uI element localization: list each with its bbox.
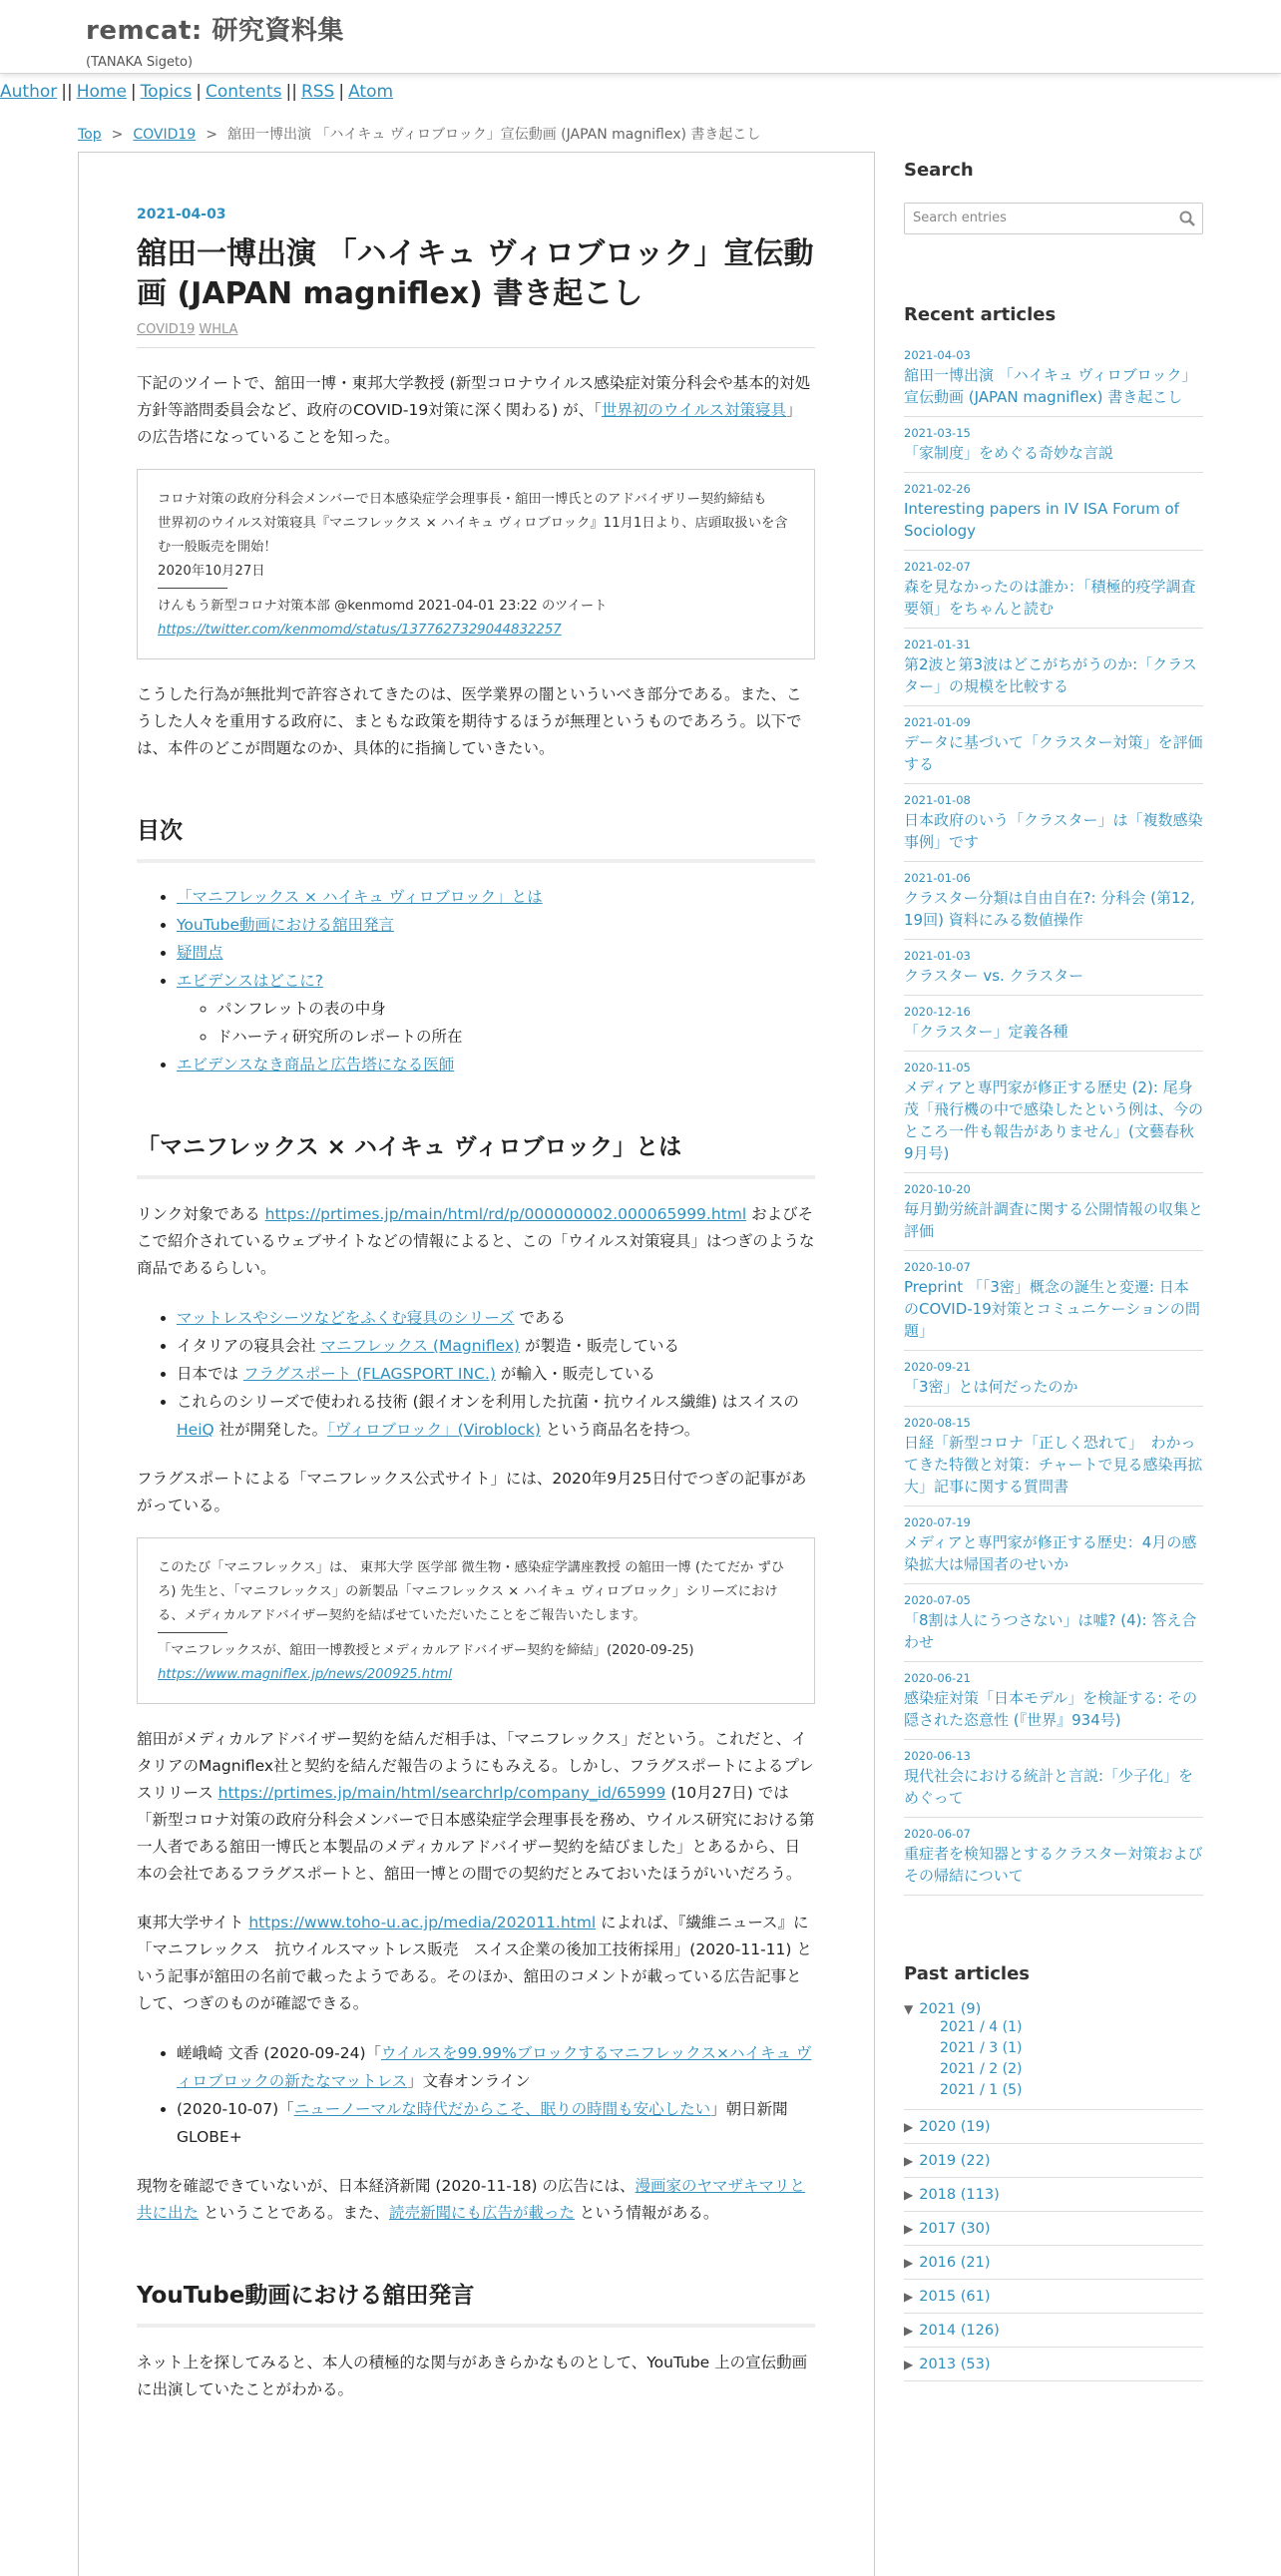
paragraph: リンク対象である https://prtimes.jp/main/html/rd/p/000000002.000065999.html およびそこで紹介されているウェブサイトなどの情報によると、この「ウイルス対策寝具」はつぎのような商品であるらしい。 bbox=[137, 1205, 815, 1277]
list-link[interactable]: フラグスポート (FLAGSPORT INC.) bbox=[242, 1365, 496, 1383]
quote-text: このたび「マニフレックス」は、 東邦大学 医学部 微生物・感染症学講座教授 の舘田一博 (たてだか ずひろ) 先生と、「マニフレックス」の新製品「マニフレックス × ハイキュ ヴィロブロック」シリーズにおける、メディカルアドバイザー契約を結ばせていただいたことをご報告いたします。 bbox=[158, 1560, 785, 1623]
quote-line: 世界初のウイルス対策寝具『マニフレックス × ハイキュ ヴィロブロック』11月1日より、店頭取扱いを含む一般販売を開始！ bbox=[158, 516, 788, 555]
past-year-label: 2019 (22) bbox=[919, 2153, 991, 2169]
recent-article-date: 2021-01-08 bbox=[904, 793, 971, 807]
section-heading: 「マニフレックス × ハイキュ ヴィロブロック」とは bbox=[137, 1128, 815, 1179]
list-link[interactable]: マットレスやシーツなどをふくむ寝具のシリーズ bbox=[177, 1309, 515, 1327]
recent-article-date: 2020-12-16 bbox=[904, 1005, 971, 1019]
past-year-item[interactable] bbox=[904, 2178, 1203, 2212]
recent-article-item[interactable] bbox=[904, 551, 1203, 629]
past-month[interactable]: 2021 / 4 (1) bbox=[940, 2019, 1023, 2035]
recent-article-title[interactable]: データに基づいて「クラスター対策」を評価する bbox=[904, 733, 1203, 773]
breadcrumb-current: 舘田一博出演 「ハイキュ ヴィロブロック」宣伝動画 (JAPAN magniflex) 書き起こし bbox=[226, 127, 761, 143]
list-item: • マットレスやシーツなどをふくむ寝具のシリーズ である bbox=[177, 1304, 815, 1332]
recent-article-title[interactable]: 第2波と第3波はどこがちがうのか:「クラスター」の規模を比較する bbox=[904, 655, 1197, 695]
caret-right-icon: ▶ bbox=[904, 2154, 914, 2168]
press-release-link[interactable]: https://prtimes.jp/main/html/searchrlp/company_id/65999 bbox=[217, 1784, 666, 1802]
toc-item bbox=[177, 1051, 815, 1078]
post-date: 2021-04-03 bbox=[137, 207, 226, 222]
section-heading: YouTube動画における舘田発言 bbox=[137, 2277, 815, 2328]
inline-link[interactable]: 漫画家のヤマザキマリと共に出た bbox=[137, 2177, 806, 2222]
recent-article-item[interactable] bbox=[904, 996, 1203, 1052]
recent-article-title[interactable]: クラスター分類は自由自在?: 分科会 (第12, 19回) 資料にみる数値操作 bbox=[904, 889, 1195, 929]
list-item: • これらのシリーズで使われる技術 (銀イオンを利用した抗菌・抗ウイルス繊維) はスイスの HeiQ 社が開発した。「ヴィロブロック」(Viroblock) という商品名を持つ。 bbox=[177, 1388, 815, 1444]
nav-home[interactable]: Home bbox=[76, 82, 127, 102]
nav-author[interactable]: Author bbox=[0, 82, 58, 102]
recent-article-item[interactable] bbox=[904, 1351, 1203, 1407]
recent-article-title[interactable]: 「家制度」をめぐる奇妙な言説 bbox=[904, 444, 1114, 462]
caret-right-icon: ▶ bbox=[904, 2120, 914, 2134]
recent-article-item[interactable] bbox=[904, 862, 1203, 940]
recent-article-date: 2020-09-21 bbox=[904, 1360, 971, 1374]
recent-article-title[interactable]: 「8割は人にうつさない」は嘘? (4): 答え合わせ bbox=[904, 1611, 1197, 1651]
recent-article-item[interactable] bbox=[904, 1173, 1203, 1251]
past-year-item[interactable] bbox=[904, 2110, 1203, 2144]
intro-link[interactable]: 世界初のウイルス対策寝具 bbox=[601, 401, 786, 419]
past-year-open[interactable]: ▼ 2021 (9) 2021 / 4 (1) 2021 / 3 (1) 2021 / 2 (2) 2021 / 1 (5) bbox=[904, 1992, 1203, 2110]
past-year-item[interactable] bbox=[904, 2314, 1203, 2348]
recent-article-date: 2020-07-05 bbox=[904, 1593, 971, 1607]
toc-list bbox=[137, 883, 815, 1078]
recent-article-title[interactable]: 「クラスター」定義各種 bbox=[904, 1023, 1068, 1041]
toc-item bbox=[177, 883, 815, 911]
caret-right-icon: ▶ bbox=[904, 2324, 914, 2338]
caret-right-icon: ▶ bbox=[904, 2256, 914, 2270]
past-month[interactable]: 2021 / 3 (1) bbox=[940, 2040, 1023, 2056]
quote-divider bbox=[158, 588, 227, 589]
ad-articles-list bbox=[137, 2039, 815, 2151]
paragraph: ネット上を探してみると、本人の積極的な関与があきらかなものとして、YouTube 上の宣伝動画に出演していたことがわかる。 bbox=[137, 2354, 808, 2398]
recent-article-item[interactable] bbox=[904, 339, 1203, 417]
past-year-label: 2013 (53) bbox=[919, 2357, 991, 2372]
toc-link[interactable]: YouTube動画における舘田発言 bbox=[177, 916, 395, 934]
past-year-item[interactable] bbox=[904, 2212, 1203, 2246]
toc-link[interactable]: エビデンスなき商品と広告塔になる医師 bbox=[177, 1056, 455, 1073]
category-link[interactable]: COVID19 bbox=[137, 322, 196, 337]
recent-article-title[interactable]: Interesting papers in IV ISA Forum of Sociology bbox=[904, 500, 1179, 540]
nav-topics[interactable]: Topics bbox=[140, 82, 193, 102]
list-link[interactable]: HeiQ bbox=[177, 1421, 214, 1439]
recent-article-date: 2020-11-05 bbox=[904, 1061, 971, 1074]
past-year-label: 2015 (61) bbox=[919, 2289, 991, 2305]
post-categories bbox=[137, 322, 815, 348]
quote-line: 2020年10月27日 bbox=[158, 564, 265, 579]
recent-article-item[interactable] bbox=[904, 940, 1203, 996]
recent-article-title[interactable]: メディアと専門家が修正する歴史 (2): 尾身茂「飛行機の中で感染したという例は、今のところ一件も報告がありません」(文藝春秋9月号) bbox=[904, 1078, 1204, 1162]
quote-source: 「マニフレックスが、舘田一博教授とメディカルアドバイザー契約を締結」(2020-09-25) bbox=[158, 1643, 694, 1658]
recent-article-item[interactable] bbox=[904, 1052, 1203, 1173]
list-link[interactable]: マニフレックス (Magniflex) bbox=[320, 1337, 521, 1355]
breadcrumb-category[interactable]: COVID19 bbox=[133, 127, 197, 143]
recent-article-title[interactable]: 重症者を検知器とするクラスター対策およびその帰結について bbox=[904, 1845, 1203, 1885]
paragraph: フラグスポートによる「マニフレックス公式サイト」には、2020年9月25日付でつぎの記事があがっている。 bbox=[137, 1470, 807, 1514]
past-month[interactable]: 2021 / 2 (2) bbox=[940, 2061, 1023, 2077]
recent-article-item[interactable] bbox=[904, 784, 1203, 862]
toho-link[interactable]: https://www.toho-u.ac.jp/media/202011.html bbox=[248, 1914, 597, 1932]
nav-contents[interactable]: Contents bbox=[206, 82, 282, 102]
recent-article-title[interactable]: 舘田一博出演 「ハイキュ ヴィロブロック」宣伝動画 (JAPAN magniflex) 書き起こし bbox=[904, 366, 1197, 406]
search-input[interactable] bbox=[904, 203, 1203, 234]
recent-article-date: 2021-01-31 bbox=[904, 638, 971, 651]
past-year-item[interactable] bbox=[904, 2246, 1203, 2280]
recent-article-date: 2020-06-13 bbox=[904, 1749, 971, 1763]
recent-heading: Recent articles bbox=[904, 304, 1057, 325]
news-quote bbox=[137, 1537, 815, 1704]
recent-article-item[interactable] bbox=[904, 1506, 1203, 1584]
recent-article-title[interactable]: クラスター vs. クラスター bbox=[904, 967, 1084, 985]
quote-url[interactable]: https://www.magniflex.jp/news/200925.html bbox=[158, 1667, 452, 1682]
inline-link[interactable]: 読売新聞にも広告が載った bbox=[388, 2204, 575, 2222]
recent-article-title[interactable]: 日本政府のいう「クラスター」は「複数感染事例」です bbox=[904, 811, 1203, 851]
list-item: • イタリアの寝具会社 マニフレックス (Magniflex) が製造・販売している bbox=[177, 1332, 815, 1360]
recent-article-item[interactable] bbox=[904, 1740, 1203, 1818]
caret-right-icon: ▶ bbox=[904, 2290, 914, 2304]
past-year-label: 2016 (21) bbox=[919, 2255, 991, 2271]
recent-article-title[interactable]: 毎月勤労統計調査に関する公開情報の収集と評価 bbox=[904, 1200, 1204, 1240]
past-year-item[interactable] bbox=[904, 2280, 1203, 2314]
toc-item bbox=[177, 911, 815, 939]
quote-source: けんもう新型コロナ対策本部 @kenmomd 2021-04-01 23:22 のツイート bbox=[158, 599, 608, 614]
toc-item bbox=[177, 939, 815, 967]
toc-link[interactable]: 「マニフレックス × ハイキュ ヴィロブロック」とは bbox=[177, 888, 543, 906]
breadcrumb: Top > COVID19 > 舘田一博出演 「ハイキュ ヴィロブロック」宣伝動画 (JAPAN magniflex) 書き起こし bbox=[78, 127, 761, 143]
past-year-item[interactable] bbox=[904, 2144, 1203, 2178]
nav-rss[interactable]: RSS bbox=[300, 82, 335, 102]
recent-article-title[interactable]: 感染症対策「日本モデル」を検証する: その隠された恣意性 (『世界』934号) bbox=[904, 1689, 1198, 1729]
recent-article-date: 2020-10-20 bbox=[904, 1182, 971, 1196]
recent-article-item[interactable] bbox=[904, 473, 1203, 551]
site-title[interactable]: remcat: 研究資料集 bbox=[86, 16, 344, 46]
paragraph: こうした行為が無批判で許容されてきたのは、医学業界の闇といういべき部分である。また、こうした人々を重用する政府に、まともな政策を期待するほうが無理というものであろう。以下では、本件のどこが問題なのか、具体的に指摘していきたい。 bbox=[137, 685, 802, 757]
post-title: 舘田一博出演 「ハイキュ ヴィロブロック」宣伝動画 (JAPAN magniflex) 書き起こし bbox=[137, 236, 814, 311]
recent-article-item[interactable] bbox=[904, 1251, 1203, 1351]
top-nav: Author || Home | Topics | Contents || RSS | Atom bbox=[0, 82, 394, 102]
recent-article-date: 2020-07-19 bbox=[904, 1515, 971, 1529]
recent-article-date: 2021-02-07 bbox=[904, 560, 971, 574]
site-header bbox=[0, 0, 1281, 74]
past-heading: Past articles bbox=[904, 1963, 1030, 1984]
toc-subitem: ◦ パンフレットの表の中身 bbox=[216, 995, 815, 1023]
paragraph: 舘田がメディカルアドバイザー契約を結んだ相手は、「マニフレックス」だという。これだと、イタリアのMagniflex社と契約を結んだ報告のようにもみえる。しかし、フラグスポートによるプレスリリース https://prtimes.jp/main/html/searchrlp/company_id/65999 (10月27日) では「新型コロナ対策の政府分科会メンバーで日本感染症学会理事長を務め、ウイルス研究における第一人者である舘田一博氏と本製品のメディカルアドバイザー契約を結びました」とあるから、日本の会社であるフラグスポートと、舘田一博との間での契約だとみておいたほうがいいだろう。 bbox=[137, 1730, 815, 1883]
quote-url[interactable]: https://twitter.com/kenmomd/status/1377627329044832257 bbox=[158, 623, 562, 638]
tweet-quote bbox=[137, 469, 815, 659]
list-link[interactable]: ニューノーマルな時代だからこそ、眠りの時間も安心したい bbox=[293, 2100, 711, 2118]
prtimes-link[interactable]: https://prtimes.jp/main/html/rd/p/000000002.000065999.html bbox=[264, 1205, 747, 1223]
search-heading: Search bbox=[904, 160, 974, 181]
past-year-label: 2020 (19) bbox=[919, 2119, 991, 2135]
paragraph: 現物を確認できていないが、日本経済新聞 (2020-11-18) の広告には、漫画家のヤマザキマリと共に出た ということである。また、読売新聞にも広告が載った という情報がある。 bbox=[137, 2177, 806, 2222]
recent-article-date: 2020-10-07 bbox=[904, 1260, 971, 1274]
list-item: • 嵯峨崎 文香 (2020-09-24)「ウイルスを99.99%ブロックするマニフレックス×ハイキュ ヴィロブロックの新たなマットレス」文春オンライン bbox=[177, 2039, 815, 2095]
recent-article-item[interactable] bbox=[904, 417, 1203, 473]
breadcrumb-top[interactable]: Top bbox=[78, 127, 102, 143]
recent-article-title[interactable]: 森を見なかったのは誰か：「積極的疫学調査要領」をちゃんと読む bbox=[904, 578, 1196, 618]
recent-article-date: 2020-06-21 bbox=[904, 1671, 971, 1685]
recent-article-item[interactable] bbox=[904, 706, 1203, 784]
caret-right-icon: ▶ bbox=[904, 2188, 914, 2202]
toc-link[interactable]: 疑問点 bbox=[177, 944, 223, 962]
past-year-item[interactable] bbox=[904, 2348, 1203, 2381]
search-placeholder: Search entries bbox=[913, 211, 1007, 225]
recent-article-date: 2021-04-03 bbox=[904, 348, 971, 362]
quote-line: コロナ対策の政府分科会メンバーで日本感染症学会理事長・舘田一博氏とのアドバイザリー契約締結も bbox=[158, 492, 767, 507]
recent-articles-list bbox=[904, 339, 1203, 1896]
recent-article-item[interactable] bbox=[904, 1584, 1203, 1662]
list-link[interactable]: 「ヴィロブロック」(Viroblock) bbox=[327, 1421, 541, 1439]
product-facts-list bbox=[137, 1304, 815, 1444]
recent-article-title[interactable]: 「3密」とは何だったのか bbox=[904, 1378, 1078, 1396]
past-year-label: 2014 (126) bbox=[919, 2323, 1000, 2339]
recent-article-date: 2020-08-15 bbox=[904, 1416, 971, 1430]
caret-down-icon: ▼ bbox=[904, 2002, 914, 2016]
past-articles-tree bbox=[904, 1992, 1203, 2381]
caret-right-icon: ▶ bbox=[904, 2222, 914, 2236]
quote-divider bbox=[158, 1632, 227, 1633]
search-icon[interactable] bbox=[1178, 210, 1196, 227]
recent-article-item[interactable] bbox=[904, 1662, 1203, 1740]
past-month[interactable]: 2021 / 1 (5) bbox=[940, 2082, 1023, 2098]
nav-atom[interactable]: Atom bbox=[348, 82, 394, 102]
recent-article-date: 2021-01-03 bbox=[904, 949, 971, 963]
recent-article-item[interactable] bbox=[904, 1818, 1203, 1896]
recent-article-date: 2021-01-06 bbox=[904, 871, 971, 885]
category-link[interactable]: WHLA bbox=[199, 322, 238, 337]
recent-article-title[interactable]: 日経「新型コロナ「正しく恐れて」 わかってきた特徴と対策：チャートで見る感染再拡大」記事に関する質問書 bbox=[904, 1434, 1203, 1496]
recent-article-title[interactable]: Preprint 「「3密」概念の誕生と変遷: 日本のCOVID-19対策とコミュニケーションの問題」 bbox=[904, 1278, 1200, 1340]
list-item: • 日本では フラグスポート (FLAGSPORT INC.) が輸入・販売している bbox=[177, 1360, 815, 1388]
recent-article-date: 2020-06-07 bbox=[904, 1827, 971, 1841]
toc-subitem: ◦ ドハーティ研究所のレポートの所在 bbox=[216, 1023, 815, 1051]
paragraph: 東邦大学サイト https://www.toho-u.ac.jp/media/202011.html によれば、『繊維ニュース』に「マニフレックス 抗ウイルスマットレス販売 スイス企業の後加工技術採用」(2020-11-11) という記事が舘田の名前で載ったようである。そのほか、舘田のコメントが載っている広告記事として、つぎのものが確認できる。 bbox=[137, 1914, 812, 2012]
recent-article-item[interactable] bbox=[904, 1407, 1203, 1506]
caret-right-icon: ▶ bbox=[904, 2358, 914, 2371]
toc-heading: 目次 bbox=[137, 812, 815, 863]
recent-article-item[interactable] bbox=[904, 629, 1203, 706]
list-link[interactable]: ウイルスを99.99%ブロックするマニフレックス×ハイキュ ヴィロブロックの新たなマットレス bbox=[177, 2044, 812, 2090]
recent-article-title[interactable]: メディアと専門家が修正する歴史：4月の感染拡大は帰国者のせいか bbox=[904, 1533, 1197, 1573]
recent-article-date: 2021-01-09 bbox=[904, 715, 971, 729]
sidebar bbox=[904, 160, 1203, 2381]
site-subtitle: (TANAKA Sigeto) bbox=[86, 55, 194, 70]
recent-article-date: 2021-02-26 bbox=[904, 482, 971, 496]
intro-paragraph: 下記のツイートで、舘田一博・東邦大学教授 (新型コロナウイルス感染症対策分科会や基本的対処方針等諮問委員会など、政府のCOVID-19対策に深く関わる) が、「世界初のウイルス対策寝具」の広告塔になっていることを知った。 bbox=[137, 374, 811, 446]
list-item: • (2020-10-07)「ニューノーマルな時代だからこそ、眠りの時間も安心したい」朝日新聞GLOBE+ bbox=[177, 2095, 815, 2151]
past-year-label: 2018 (113) bbox=[919, 2187, 1000, 2203]
toc-link[interactable]: エビデンスはどこに? bbox=[177, 972, 323, 990]
recent-article-date: 2021-03-15 bbox=[904, 426, 971, 440]
toc-item bbox=[177, 967, 815, 1051]
past-year-label: 2017 (30) bbox=[919, 2221, 991, 2237]
article bbox=[78, 152, 875, 2576]
recent-article-title[interactable]: 現代社会における統計と言説:「少子化」をめぐって bbox=[904, 1767, 1194, 1807]
